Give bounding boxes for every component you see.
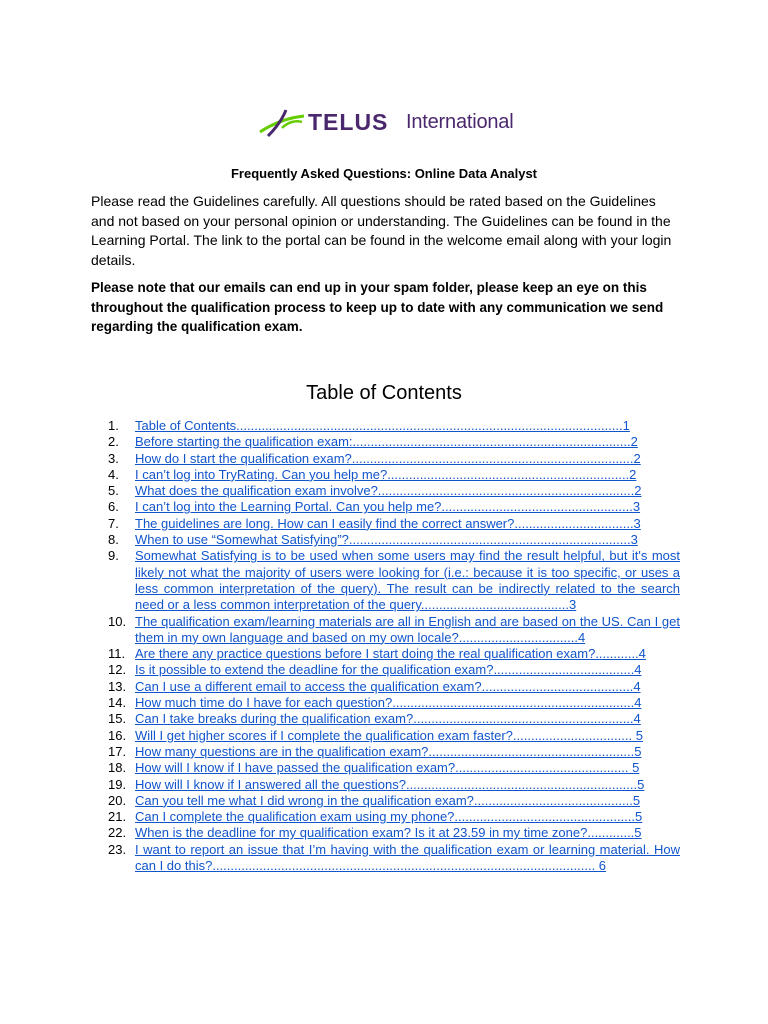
- toc-number: 19.: [108, 776, 127, 792]
- toc-item: [108, 614, 680, 647]
- telus-international-logo: [258, 106, 518, 142]
- toc-item: [108, 548, 680, 613]
- toc-item: [108, 483, 680, 499]
- toc-number: 3.: [108, 450, 119, 466]
- toc-number: 10.: [108, 613, 127, 629]
- toc-link[interactable]: Can you tell me what I did wrong in the qualification exam?............................................5: [135, 792, 641, 808]
- toc-number: 15.: [108, 711, 127, 727]
- toc-link[interactable]: How will I know if I have passed the qualification exam?................................................ 5: [135, 760, 640, 776]
- toc-number: 6.: [108, 499, 119, 515]
- toc-number: 4.: [108, 466, 119, 482]
- toc-link[interactable]: Somewhat Satisfying is to be used when some users may find the result helpful, but it's most likely not what the majority of users were looking for (i.e.: because it is too specific, or uses a less common interpretation of the query). The result can be indirectly related to the search need or a less common interpretation of the query.........................................3: [135, 548, 680, 613]
- toc-number: 7.: [108, 515, 119, 531]
- toc-number: 8.: [108, 532, 119, 548]
- toc-number: 9.: [108, 548, 119, 564]
- toc-item: [108, 728, 680, 744]
- logo-subtitle: International: [406, 111, 514, 133]
- telus-leaf-icon: [258, 106, 306, 140]
- toc-heading: Table of Contents: [306, 382, 462, 404]
- toc-number: 16.: [108, 727, 127, 743]
- toc-item: [108, 467, 680, 483]
- toc-item: [108, 516, 680, 532]
- toc-link[interactable]: When is the deadline for my qualification exam? Is it at 23.59 in my time zone?.............5: [135, 825, 642, 841]
- toc-number: 12.: [108, 662, 127, 678]
- toc-link[interactable]: How many questions are in the qualification exam?.........................................................5: [135, 743, 642, 759]
- toc-item: [108, 532, 680, 548]
- toc-item: [108, 842, 680, 875]
- toc-item: [108, 711, 680, 727]
- toc-link[interactable]: How will I know if I answered all the questions?................................................................5: [135, 776, 645, 792]
- toc-item: [108, 695, 680, 711]
- toc-link[interactable]: Will I get higher scores if I complete the qualification exam faster?................................. 5: [135, 727, 643, 743]
- toc-item: [108, 825, 680, 841]
- toc-number: 14.: [108, 695, 127, 711]
- toc-link[interactable]: I can’t log into the Learning Portal. Can you help me?.....................................................3: [135, 499, 641, 515]
- toc-number: 11.: [108, 646, 126, 662]
- toc-item: [108, 434, 680, 450]
- spam-note-paragraph: Please note that our emails can end up in your spam folder, please keep an eye on this throughout the qualification process to keep up to date with any communication we send regarding the qualification exam.: [91, 280, 664, 334]
- toc-item: [108, 777, 680, 793]
- toc-item: [108, 646, 680, 662]
- toc-link[interactable]: I can’t log into TryRating. Can you help me?...................................................................2: [135, 466, 637, 482]
- intro-paragraph: Please read the Guidelines carefully. All questions should be rated based on the Guidelines and not based on your personal opinion or understanding. The Guidelines can be found in the Learning Portal. The link to the portal can be found in the welcome email along with your login details.: [91, 193, 672, 268]
- toc-link[interactable]: How do I start the qualification exam?..............................................................................2: [135, 450, 641, 466]
- toc-number: 5.: [108, 483, 119, 499]
- toc-number: 18.: [108, 760, 127, 776]
- toc-link[interactable]: The qualification exam/learning materials are all in English and are based on the US. Can I get them in my own language and based on my own locale?.................................4: [135, 613, 680, 645]
- toc-link[interactable]: How much time do I have for each question?...................................................................4: [135, 695, 642, 711]
- document-title: Frequently Asked Questions: Online Data Analyst: [230, 166, 538, 181]
- toc-link[interactable]: Are there any practice questions before I start doing the real qualification exam?............4: [135, 646, 646, 662]
- toc-link[interactable]: The guidelines are long. How can I easily find the correct answer?.................................3: [135, 515, 641, 531]
- toc-item: [108, 760, 680, 776]
- toc-item: [108, 679, 680, 695]
- toc-link[interactable]: Can I complete the qualification exam using my phone?..................................................5: [135, 809, 643, 825]
- toc-item: [108, 809, 680, 825]
- toc-number: 20.: [108, 792, 127, 808]
- toc-link[interactable]: Can I use a different email to access the qualification exam?..........................................4: [135, 678, 641, 694]
- toc-number: 22.: [108, 825, 127, 841]
- toc-link[interactable]: When to use “Somewhat Satisfying”?..............................................................................3: [135, 532, 638, 548]
- toc-link[interactable]: Table of Contents...........................................................................................................1: [135, 418, 630, 433]
- toc-item: [108, 499, 680, 515]
- toc-link[interactable]: What does the qualification exam involve?.......................................................................2: [135, 483, 642, 499]
- logo-brand: TELUS: [308, 109, 389, 135]
- toc-item: [108, 451, 680, 467]
- toc-item: [108, 793, 680, 809]
- toc-item: [108, 662, 680, 678]
- toc-number: 23.: [108, 841, 127, 857]
- toc-link[interactable]: Before starting the qualification exam:.............................................................................2: [135, 434, 638, 450]
- toc-item: [108, 744, 680, 760]
- toc-number: 17.: [108, 743, 127, 759]
- toc-link[interactable]: Can I take breaks during the qualification exam?.............................................................4: [135, 711, 641, 727]
- toc-number: 2.: [108, 434, 119, 450]
- toc-number: 13.: [108, 678, 127, 694]
- table-of-contents: [108, 418, 680, 874]
- toc-link[interactable]: Is it possible to extend the deadline for the qualification exam?.......................................4: [135, 662, 642, 678]
- toc-item: [108, 418, 680, 434]
- toc-link[interactable]: I want to report an issue that I’m having with the qualification exam or learning material. How can I do this?.......................................................................................................... 6: [135, 841, 680, 874]
- toc-number: 1.: [108, 418, 119, 433]
- toc-number: 21.: [108, 809, 127, 825]
